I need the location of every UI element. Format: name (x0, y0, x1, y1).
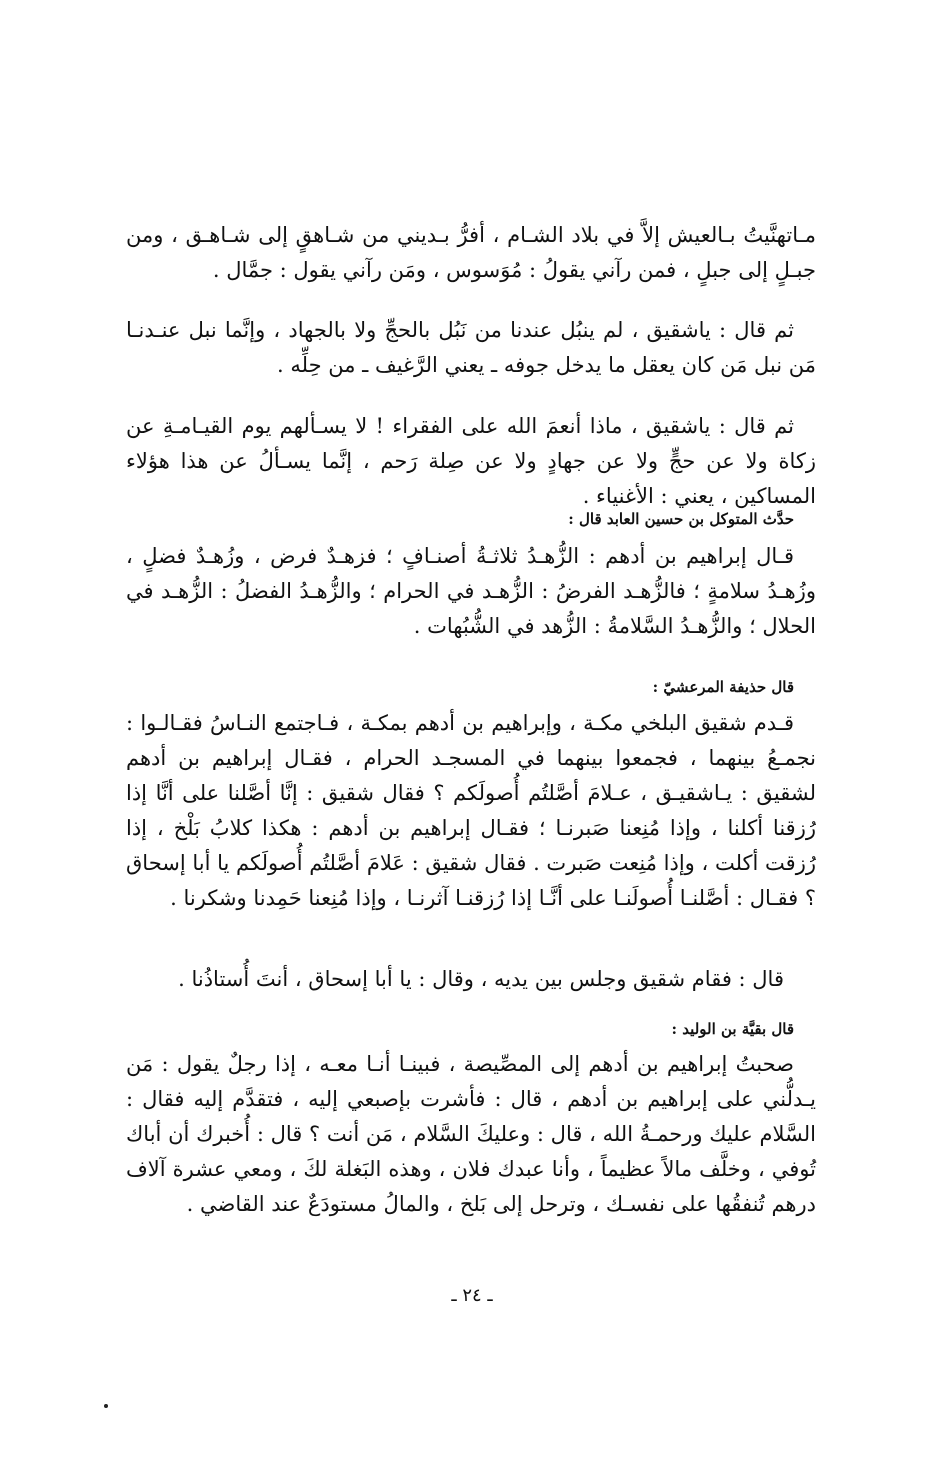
narrator-heading-1: حدَّث المتوكل بن حسين العابد قال : (568, 510, 794, 528)
page-number: ـ ٢٤ ـ (451, 1285, 493, 1306)
paragraph-2: ثم قال : ياشقيق ، لم ينبُل عندنا من نَبُل بالحجِّ ولا بالجهاد ، وإنَّما نبل عنـدنـا مَن نبل مَن كان يعقل ما يدخل جوفه ـ يعني الرَّغيف ـ من حِلِّه . (126, 318, 816, 377)
narrator-heading-3: قال بقيَّة بن الوليد : (671, 1020, 794, 1038)
narrator-heading-2: قال حذيفة المرعشيّ : (652, 678, 794, 696)
paragraph-7: صحبتُ إبراهيم بن أدهم إلى المصِّيصة ، فبينـا أنـا معـه ، إذا رجلٌ يقول : مَن يـدلُّني على إبراهيم بن أدهم ، قال : فأشرت بإصبعي إليه ، فتقدَّم إليه فقال : السَّلام عليك ورحمـةُ الله ، قال : وعليكَ السَّلام ، مَن أنت ؟ قال : أُخبرك أن أباك تُوفي ، وخلَّف مالاً عظيماً ، وأنا عبدك فلان ، وهذه البَغلة لكَ ، ومعي عشرة آلاف درهم تُنفقُها على نفسـك ، وترحل إلى بَلخ ، والمالُ مستودَعٌ عند القاضي . (126, 1052, 816, 1216)
scan-speck (104, 1404, 108, 1408)
paragraph-1: مـاتهنَّيتُ بـالعيش إلاَّ في بلاد الشـام ، أفرُّ بـديني من شـاهقٍ إلى شـاهـق ، ومن جبـلٍ إلى جبلٍ ، فمن رآني يقولُ : مُوَسوس ، ومَن رآني يقول : جمَّال . (126, 223, 816, 282)
paragraph-5: قـدم شقيق البلخي مكـة ، وإبراهيم بن أدهم بمكـة ، فـاجتمع النـاسُ فقـالـوا : نجمـعُ بينهما ، فجمعوا بينهما في المسجـد الحرام ، فقـال إبراهيم بن أدهم لشقيق : يـاشقيـق ، عـلامَ أصَّلتُم أُصولَكم ؟ فقال شقيق : إنَّا أصَّلنا على أنَّا إذا رُزقنا أكلنا ، وإذا مُنِعنا صَبرنـا ؛ فقـال إبراهيم بن أدهم : هكذا كلابُ بَلْخ ، إذا رُزقت أكلت ، وإذا مُنِعت صَبرت . فقال شقيق : عَلامَ أصَّلتُم أُصولَكم يا أبا إسحاق ؟ فقـال : أصَّلنـا أُصولَنـا على أنَّـا إذا رُزقنـا آثرنـا ، وإذا مُنِعنا حَمِدنا وشكرنا . (126, 711, 816, 910)
paragraph-4: قـال إبراهيم بن أدهم : الزُّهـدُ ثلاثـةُ أصنـافٍ ؛ فزهـدٌ فرض ، وزُهـدٌ فضلٍ ، وزُهـدُ سلامةٍ ؛ فالزُّهـد الفرضُ : الزُّهـد في الحرام ؛ والزُّهـدُ الفضلُ : الزُّهـد في الحلال ؛ والزُّهـدُ السَّلامةُ : الزُّهد في الشُّبُهات . (126, 544, 816, 638)
paragraph-3: ثم قال : ياشقيق ، ماذا أنعمَ الله على الفقراء ! لا يسـألهم يوم القيـامـةِ عن زكاة ولا عن حجٍّ ولا عن جهادٍ ولا عن صِلة رَحم ، إنَّما يسـألُ عن هذا هؤلاء المساكين ، يعني : الأغنياء . (126, 414, 816, 508)
paragraph-6: قال : فقام شقيق وجلس بين يديه ، وقال : يا أبا إسحاق ، أنتَ أُستاذُنا . (178, 967, 784, 991)
